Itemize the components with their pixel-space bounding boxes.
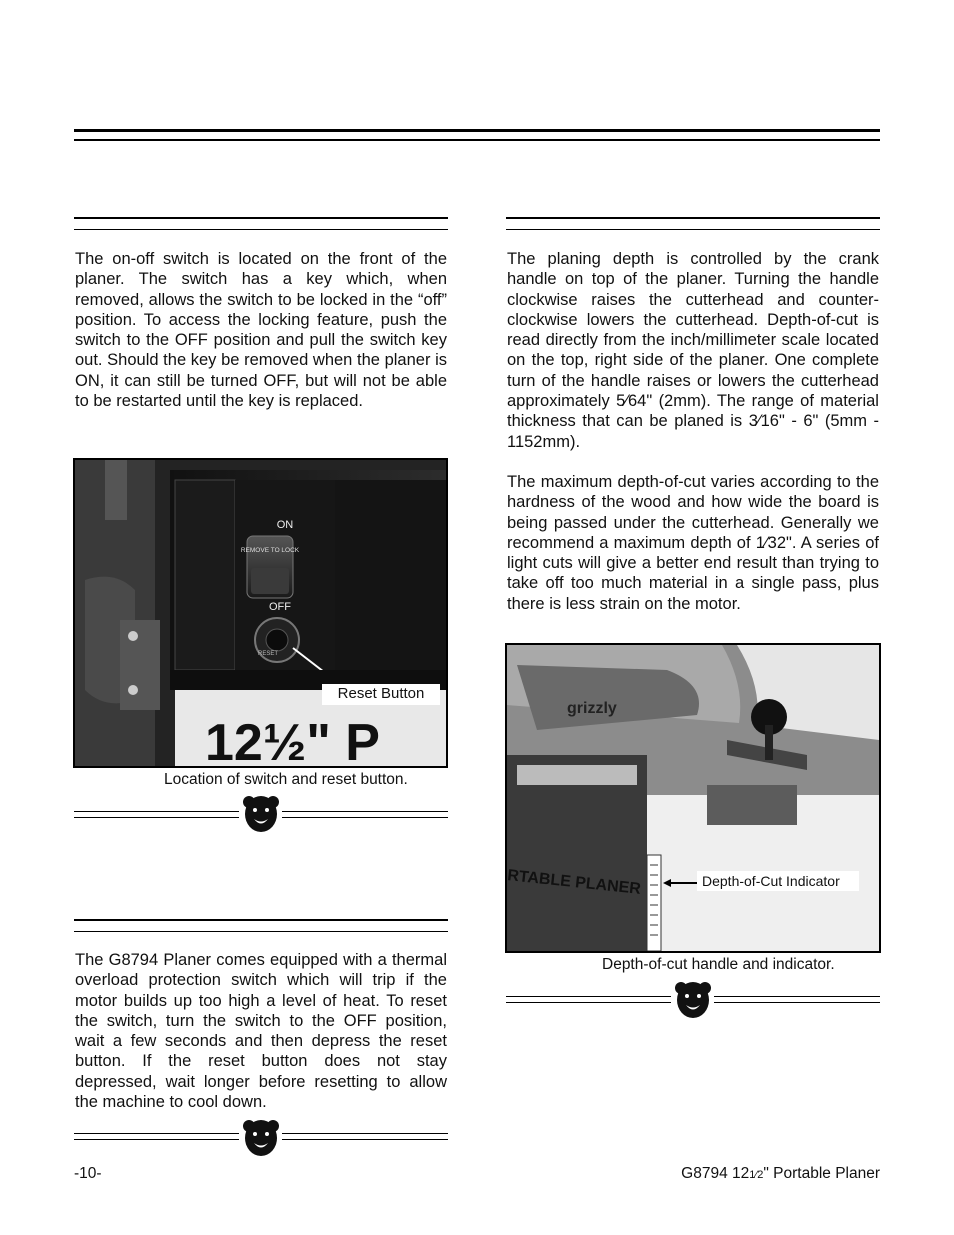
divider-line-right-b	[282, 817, 448, 818]
depth-handle-photo	[505, 643, 881, 953]
overload-section-heading-rule-thin	[74, 931, 448, 932]
figure2-caption: Depth-of-cut handle and indicator.	[602, 956, 835, 973]
depth-p1-c: " - 6" (5mm - 1152mm).	[507, 412, 879, 451]
divider3-line-right-a	[714, 996, 880, 997]
depth-paragraph-1	[507, 249, 879, 452]
divider3-line-right-b	[714, 1002, 880, 1003]
bear-logo-icon	[673, 980, 713, 1020]
switch-section-heading-rule-thin	[74, 229, 448, 230]
footer-model-prefix: G8794 12	[681, 1165, 750, 1182]
divider2-line-right-a	[282, 1133, 448, 1134]
off-label: OFF	[269, 601, 291, 613]
divider2-line-left-b	[74, 1139, 239, 1140]
depth-paragraph-2	[507, 472, 879, 614]
depth-p1-b: " (2mm). The range of material thickness that can be planed is	[507, 392, 879, 431]
bear-logo-icon	[241, 794, 281, 834]
page-number: -10-	[74, 1165, 102, 1182]
on-label: ON	[276, 519, 294, 531]
figure1-caption: Location of switch and reset button.	[164, 771, 408, 788]
footer-fraction-1-2: 1⁄2	[749, 1169, 764, 1181]
divider3-line-left-b	[506, 1002, 671, 1003]
key-label: REMOVE TO LOCK	[240, 547, 300, 554]
footer-model	[681, 1165, 880, 1183]
header-rule-thin	[74, 139, 880, 141]
divider3-line-left-a	[506, 996, 671, 997]
reset-button-callout: Reset Button	[322, 684, 440, 705]
divider-line-right-a	[282, 811, 448, 812]
switch-paragraph: The on-off switch is located on the front of the planer. The switch has a key which, when removed, allows the switch to be locked in the “off” position. To access the locking feature, push the switch to the OFF position and pull the switch key out. Should the key be removed when the planer is ON, it can still be turned OFF, but will not be able to be restarted until the key is replaced.	[75, 250, 447, 411]
depth-p2-a: The maximum depth-of-cut varies according to the hardness of the wood and how wide the board is being passed under the cutterhead. Generally we recommend a maximum depth of	[507, 473, 879, 552]
switch-panel-illustration	[75, 460, 446, 766]
overload-paragraph: The G8794 Planer comes equipped with a thermal overload protection switch which will trip if the motor builds up too high a level of heat. To reset the switch, turn the switch to the OFF position, wait a few seconds and then depress the reset button. If the reset button does not stay depressed, wait longer before resetting to allow the machine to cool down.	[75, 951, 447, 1112]
footer-model-suffix: " Portable Planer	[763, 1165, 880, 1182]
brand-text: grizzly	[567, 700, 617, 717]
divider-line-left-b	[74, 817, 239, 818]
header-rule-thick	[74, 129, 880, 132]
fraction-1-32: 1⁄32	[755, 533, 787, 552]
depth-of-cut-indicator-callout: Depth-of-Cut Indicator	[697, 871, 859, 891]
side-label-text: RTABLE PLANER	[507, 867, 642, 898]
switch-section-heading-rule	[74, 217, 448, 219]
switch-photo	[73, 458, 448, 768]
fraction-3-16: 3⁄16	[748, 412, 779, 431]
divider2-line-left-a	[74, 1133, 239, 1134]
overload-section-heading-rule	[74, 919, 448, 921]
model-badge-text: 12½" P	[205, 714, 380, 766]
fraction-5-64: 5⁄64	[616, 392, 647, 411]
depth-p1-a: The planing depth is controlled by the crank handle on top of the planer. Turning the handle clockwise raises the cutterhead and counter-clockwise lowers the cutterhead. Depth-of-cut is read directly from the inch/millimeter scale located on the top, right side of the planer. One complete turn of the handle raises or lowers the cutterhead approximately	[507, 250, 879, 411]
divider-line-left-a	[74, 811, 239, 812]
depth-p2-b: ". A series of light cuts will give a better end result than trying to take off too much material in a single pass, plus there is less strain on the motor.	[507, 533, 879, 613]
depth-section-heading-rule-thin	[506, 229, 880, 230]
depth-section-heading-rule	[506, 217, 880, 219]
reset-label: RESET	[258, 651, 279, 657]
divider2-line-right-b	[282, 1139, 448, 1140]
bear-logo-icon	[241, 1118, 281, 1158]
planer-illustration	[507, 645, 879, 951]
